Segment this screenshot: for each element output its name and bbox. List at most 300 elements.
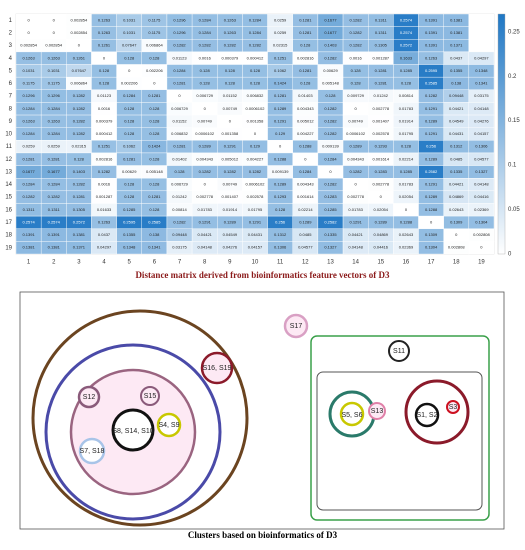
heatmap-cell-label: 0.1309 [450,219,463,225]
heatmap-cell-label: 0.001614 [296,194,314,200]
heatmap-cell-label: 0.01402 [172,156,187,162]
heatmap-cell-label: 0.1306 [274,244,287,250]
heatmap-cell-label: 0.2572 [72,219,86,225]
heatmap-cell-label: 0.1263 [97,219,111,225]
heatmap-cell-label: 0.000412 [95,131,113,137]
heatmap-col-tick: 6 [152,259,157,266]
heatmap-cell-label: 0.005012 [221,156,239,162]
heatmap-cell-label: 0.256 [275,219,286,225]
heatmap-cell-label: 0.002808 [473,232,490,238]
heatmap-row-tick: 13 [5,169,12,176]
heatmap-cell-label: 0.002854 [20,42,37,48]
heatmap-cell-label: 0 [228,118,231,124]
heatmap-cell-label: 0.006729 [196,93,214,99]
heatmap-cell-label: 0.0437 [97,232,111,238]
heatmap-cell-label: 0.000379 [95,118,113,124]
heatmap-cell-label: 0.1284 [123,93,136,99]
cluster-s4-s9-label: S4, S9 [158,421,180,429]
heatmap-cell-label: 0.04276 [474,118,489,124]
heatmap-cell-label: 0.0259 [22,143,35,149]
heatmap-row-tick: 18 [5,232,12,239]
heatmap-cell-label: 0.1285 [123,206,136,212]
heatmap-cell-label: 0.1031 [123,17,136,23]
heatmap-col-tick: 8 [203,259,207,266]
heatmap-cell-label: 0.1348 [123,244,136,250]
heatmap-cell-label: 0.04148 [197,244,212,250]
heatmap-cell-label: 0.1282 [72,105,86,111]
heatmap-cell-label: 0.004227 [246,156,264,162]
heatmap-cell-label: 0.1263 [47,118,60,124]
heatmap-cell-label: 0.128 [99,80,110,86]
heatmap-cell-label: 0.1291 [424,131,438,137]
heatmap-cell-label: 0.1403 [72,168,86,174]
heatmap-cell-label: 0.2572 [399,42,413,48]
heatmap-cell-label: 0.02315 [272,42,288,48]
heatmap-cell-label: 0.1381 [22,244,35,250]
heatmap-cell-label: 0 [404,206,408,212]
colorbar-tick: 0.15 [508,118,520,125]
heatmap-cell-label: 0.1283 [324,194,337,200]
heatmap-cell-label: 0.1281 [148,194,161,200]
heatmap-cell-label: 0.04431 [247,232,263,238]
heatmap-cell-label: 0.1281 [123,156,136,162]
heatmap-cell-label: 0.0259 [274,17,287,23]
heatmap-cell-label: 0.00749 [197,118,212,124]
heatmap-cell-label: 0.1285 [399,67,413,73]
heatmap-cell-label: 0.128 [400,143,411,149]
heatmap-cell-label: 0.1284 [248,30,262,36]
heatmap-cell-label: 0.005148 [322,80,339,86]
heatmap-col-tick: 16 [402,259,410,266]
heatmap-cell-label: 0.1381 [72,232,86,238]
cluster-s12-label: S12 [82,393,96,401]
cluster-s8-s14-s10-label: S8, S14, S10 [112,427,154,435]
heatmap-cell-label: 0 [480,244,483,250]
heatmap-cell-label: 0.128 [174,168,185,174]
heatmap-cell-label: 0.01783 [197,206,212,212]
cluster-s3-label: S3 [448,403,458,411]
heatmap-cell-label: 0.1289 [349,143,362,149]
heatmap-cell-label: 0.128 [99,67,110,73]
heatmap-cell-label: 0.128 [149,55,160,61]
heatmap-cell-label: 0.01783 [398,181,414,187]
heatmap-row-tick: 16 [5,207,12,214]
heatmap-cell-label: 0.01242 [172,194,187,200]
heatmap-col-tick: 9 [228,259,232,266]
heatmap-cell-label: 0.1391 [22,232,35,238]
heatmap-cell-label: 0 [329,168,332,174]
heatmap-cell-label: 0.001287 [95,194,113,200]
heatmap-row-tick: 15 [5,194,12,201]
heatmap-cell-label: 0.1305 [72,206,86,212]
heatmap-cell-label: 0.01403 [298,93,313,99]
heatmap-cell-label: 0.1327 [324,244,337,250]
heatmap-cell-label: 0.04869 [449,194,464,200]
heatmap-cell-label: 0 [455,232,458,238]
heatmap-cell-label: 0.1289 [424,194,438,200]
heatmap-row-tick: 19 [5,245,12,252]
heatmap-row-tick: 14 [5,182,12,189]
heatmap-cell-label: 0 [153,80,156,86]
heatmap-cell-label: 0.128 [149,181,160,187]
heatmap-cell-label: 0.1251 [274,55,287,61]
heatmap-row-tick: 5 [8,68,12,75]
heatmap-cell-label: 0.01152 [172,118,187,124]
heatmap-cell-label: 0.2585 [424,80,438,86]
heatmap-cell-label: 0.04276 [222,244,238,250]
heatmap-cell-label: 0.1282 [324,118,337,124]
heatmap-cell-label: 0.04157 [247,244,263,250]
heatmap-cell-label: 0.02214 [298,206,313,212]
heatmap-cell-label: 0.1304 [424,244,438,250]
heatmap-cell-label: 0.1284 [198,17,211,23]
heatmap-cell-label: 0.01795 [247,206,263,212]
cluster-s7-s18-label: S7, S18 [79,447,105,455]
heatmap-cell-label: 0.1291 [349,219,362,225]
heatmap-cell-label: 0.1284 [47,105,60,111]
heatmap-cell-label: 0.02054 [398,194,414,200]
heatmap-cell-label: 0.002854 [70,17,88,23]
heatmap-cell-label: 0.1306 [475,143,488,149]
heatmap-cell-label: 0.001407 [221,194,239,200]
heatmap-cell-label: 0.1263 [97,17,111,23]
heatmap-cell-label: 0.128 [149,118,160,124]
heatmap-cell-label: 0.004343 [347,156,364,162]
heatmap-cell-label: 0.128 [199,80,210,86]
heatmap-cell-label: 0.1296 [47,93,60,99]
heatmap-cell-label: 0.1281 [374,67,387,73]
heatmap-cell-label: 0.1371 [450,42,463,48]
heatmap-cell-label: 0.128 [149,131,160,137]
heatmap-cell-label: 0.1291 [223,143,236,149]
heatmap-cell-label: 0.1282 [324,55,337,61]
heatmap-cell-label: 0.2595 [123,219,136,225]
heatmap-cell-label: 0.00629 [323,67,338,73]
heatmap-cell-label: 0.129 [249,143,261,149]
heatmap-cell-label: 0.1311 [22,206,35,212]
heatmap-row-tick: 3 [8,43,12,50]
heatmap-cell-label: 0.138 [149,232,160,238]
heatmap-cell-label: 0.04421 [197,232,212,238]
heatmap-cell-label: 0.128 [224,80,235,86]
heatmap-cell-label: 0.1281 [47,156,60,162]
heatmap-cell-label: 0.01633 [96,206,112,212]
heatmap-cell-label: 0.1281 [72,194,86,200]
heatmap-cell-label: 0.04416 [373,244,389,250]
heatmap-cell-label: 0 [77,42,81,48]
heatmap-cell-label: 0 [102,55,106,61]
heatmap-cell-label: 0.1261 [97,42,111,48]
cluster-s5-s6-label: S5, S6 [341,411,363,419]
heatmap-cell-label: 0.1062 [274,67,287,73]
heatmap-cell-label: 0.01914 [222,206,238,212]
heatmap-cell-label: 0.1348 [475,67,488,73]
heatmap-cell-label: 0.128 [275,206,286,212]
heatmap-row-tick: 2 [8,30,12,37]
heatmap-cell-label: 0.2595 [424,67,438,73]
heatmap-cell-label: 0.128 [124,105,135,111]
heatmap-cell-label: 0.1281 [173,80,186,86]
heatmap-cell-label: 0 [203,105,206,111]
heatmap-cell-label: 0.04549 [222,232,238,238]
heatmap-cell-label: 0.1175 [148,17,161,23]
heatmap-cell-label: 0.1282 [349,30,362,36]
heatmap-cell-label: 0.1282 [349,168,362,174]
heatmap-cell-label: 0.128 [124,118,135,124]
heatmap-cell-label: 0 [304,156,307,162]
heatmap-cell-label: 0.2574 [399,17,413,23]
heatmap-cell-label: 0.1677 [324,17,337,23]
heatmap-cell-label: 0.1284 [22,181,35,187]
heatmap-cell-label: 0.02369 [474,206,489,212]
heatmap-cell-label: 0.1312 [274,232,287,238]
heatmap-cell-label: 0.1341 [148,244,161,250]
heatmap-cell-label: 0.1288 [399,219,413,225]
heatmap-cell-label: 0.01795 [398,131,414,137]
heatmap-cell-label: 0.1282 [47,194,60,200]
cluster-s15-label: S15 [143,392,157,400]
heatmap-cell-label: 0.0485 [299,232,312,238]
heatmap-cell-label: 0.002206 [120,80,138,86]
heatmap-row-tick: 11 [5,144,12,151]
heatmap-cell-label: 0.01242 [373,93,389,99]
heatmap-cell-label: 0.04431 [449,131,464,137]
heatmap-cell-label: 0.1381 [450,30,463,36]
cluster-s17-label: S17 [289,322,303,330]
heatmap-cell-label: 0.1283 [374,168,387,174]
heatmap-cell-label: 0.006864 [70,80,88,86]
heatmap-cell-label: 0.1312 [450,143,463,149]
heatmap-cell-label: 0.00814 [172,206,187,212]
heatmap-cell-label: 0.1311 [47,206,60,212]
heatmap-cell-label: 0.002854 [45,42,63,48]
heatmap-cell-label: 0.001614 [372,156,390,162]
heatmap-cell-label: 0.1031 [47,67,60,73]
heatmap-cell-label: 0.07647 [121,42,137,48]
heatmap-cell-label: 0.004343 [296,105,314,111]
heatmap-cell-label: 0.1282 [324,131,337,137]
heatmap-cell-label: 0.1281 [299,67,312,73]
heatmap-cell-label: 0.09448 [449,93,464,99]
heatmap-cell-label: 0.1282 [72,118,86,124]
heatmap-cell-label: 0.2574 [22,219,35,225]
heatmap-cell-label: 0.1263 [97,30,111,36]
heatmap-col-tick: 18 [452,259,460,266]
heatmap-cell-label: 0.04577 [474,156,489,162]
heatmap-cell-label: 0 [379,194,382,200]
heatmap-col-tick: 15 [377,259,385,266]
colorbar-tick: 0 [508,251,512,258]
heatmap-cell-label: 0.01783 [398,105,414,111]
colorbar-tick: 0.2 [508,73,517,80]
heatmap-cell-label: 0.1282 [72,131,86,137]
heatmap-cell-label: 0.0006102 [245,105,265,111]
cluster-s16-s19-label: S16, S19 [202,364,232,372]
heatmap-cell-label: 0.04157 [474,131,489,137]
colorbar-tick: 0.1 [508,162,517,169]
heatmap-cell-label: 0.1355 [123,232,136,238]
heatmap-cell-label: 0.1633 [399,55,413,61]
heatmap-cell-label: 0.256 [426,143,437,149]
heatmap-cell-label: 0.1251 [97,143,111,149]
colorbar-tick: 0.05 [508,207,520,214]
heatmap-cell-label: 0.1288 [424,206,438,212]
heatmap-cell-label: 0.009729 [347,93,364,99]
heatmap-cell-label: 0.04421 [449,105,464,111]
cluster-s13-label: S13 [370,407,384,415]
heatmap-cell-label: 0.002778 [347,194,364,200]
heatmap-cell-label: 0.00749 [222,105,238,111]
heatmap-col-tick: 17 [427,259,435,266]
heatmap-cell-label: 0.128 [224,67,235,73]
heatmap-cell-label: 0.005012 [296,118,314,124]
heatmap-cell-label: 0.1263 [22,55,35,61]
heatmap-cell-label: 0 [253,131,257,137]
heatmap-cell-label: 0.00749 [348,118,363,124]
heatmap-cell-label: 0.001358 [221,131,239,137]
heatmap-col-tick: 2 [52,259,56,266]
heatmap-cell-label: 0.1677 [47,168,60,174]
heatmap-cell-label: 0.005148 [146,168,163,174]
heatmap-cell-label: 0 [52,30,55,36]
heatmap-cell-label: 0.1293 [274,194,287,200]
heatmap-cell-label: 0.1282 [72,93,86,99]
heatmap-cell-label: 0.1263 [424,55,438,61]
heatmap-cell-label: 0 [27,17,30,23]
heatmap-cell-label: 0.00749 [222,181,238,187]
heatmap-cell-label: 0.01152 [222,93,237,99]
heatmap-cell-label: 0.128 [124,131,135,137]
heatmap-cell-label: 0.0485 [450,156,463,162]
heatmap-cell-label: 0.000412 [246,55,264,61]
heatmap-col-tick: 5 [127,259,131,266]
heatmap-cell-label: 0.01914 [398,118,414,124]
heatmap-cell-label: 0.002578 [246,194,264,200]
heatmap-cell-label: 0.1391 [424,17,438,23]
heatmap-cell-label: 0.1281 [173,143,186,149]
heatmap-col-tick: 7 [177,259,182,266]
heatmap-cell-label: 0 [128,67,131,73]
heatmap-cell-label: 0.1031 [123,30,136,36]
heatmap-cell-label: 0.0006102 [346,131,366,137]
heatmap-cell-label: 0.001287 [372,55,390,61]
heatmap-cell-label: 0.1263 [223,30,236,36]
heatmap-cell-label: 0.09448 [172,232,187,238]
heatmap-caption: Distance matrix derived from bioinformatics feature vectors of D3 [135,270,390,280]
heatmap-cell-label: 0.1391 [424,42,438,48]
heatmap-cell-label: 0.128 [249,67,261,73]
heatmap-cell-label: 0 [27,30,30,36]
heatmap-cell-label: 0.1381 [47,244,60,250]
heatmap-cell-label: 0.000379 [221,55,239,61]
heatmap-cell-label: 0.128 [124,55,135,61]
heatmap-cell-label: 0.128 [400,80,411,86]
heatmap-cell-label: 0.006864 [146,42,163,48]
heatmap-cell-label: 0.1288 [299,143,312,149]
heatmap-cell [469,14,494,27]
heatmap-cell-label: 0.0016 [198,55,211,61]
heatmap-cell-label: 0 [52,17,55,23]
heatmap-cell-label: 0.2585 [148,219,161,225]
heatmap-cell-label: 0.02214 [398,156,414,162]
heatmap-cell-label: 0.1282 [97,168,111,174]
heatmap-cell [469,27,494,40]
heatmap-cell-label: 0.1311 [374,17,387,23]
heatmap-cell-label: 0.002816 [95,156,113,162]
heatmap-cell-label: 0 [203,181,206,187]
heatmap-cell-label: 0.1281 [148,93,161,99]
heatmap-cell-label: 0.006832 [246,93,264,99]
heatmap-cell-label: 0.1289 [274,181,287,187]
heatmap-cell-label: 0.006729 [171,105,188,111]
heatmap-cell-label: 0.02643 [449,206,464,212]
heatmap-cell-label: 0.01783 [348,206,363,212]
heatmap-cell-label: 0.128 [199,67,210,73]
heatmap-cell-label: 0.1289 [424,118,438,124]
heatmap-cell-label: 0.129 [275,131,286,137]
heatmap-cell-label: 0.1289 [374,219,387,225]
heatmap-row-tick: 6 [8,81,12,88]
heatmap-cell-label: 0.002816 [296,55,314,61]
heatmap-cell-label: 0.002778 [196,194,214,200]
heatmap-cell-label: 0.1291 [198,219,211,225]
heatmap-cell-label: 0.1282 [72,181,86,187]
heatmap-cell-label: 0.1282 [324,181,337,187]
heatmap-cell-label: 0.00629 [121,168,137,174]
heatmap-cell-label: 0.1296 [173,17,186,23]
heatmap-row-tick: 12 [5,156,12,163]
heatmap-cell-label: 0.1284 [47,181,60,187]
heatmap-cell-label: 0.1282 [248,42,262,48]
heatmap-row-tick: 8 [8,106,12,113]
heatmap-cell-label: 0.07647 [71,67,87,73]
heatmap-cell-label: 0.0006102 [195,131,215,137]
heatmap-cell-label: 0.0259 [47,143,60,149]
heatmap-cell-label: 0.1282 [324,105,337,111]
heatmap-cell-label: 0.2582 [424,168,438,174]
heatmap-cell-label: 0.2582 [324,219,337,225]
heatmap-cell-label: 0.04421 [348,232,363,238]
heatmap-cell-label: 0.128 [300,42,311,48]
heatmap-cell-label: 0.1282 [173,42,186,48]
heatmap-cell-label: 0.1403 [324,42,337,48]
heatmap-cell-label: 0.1285 [324,206,337,212]
heatmap-cell-label: 0 [354,105,357,111]
heatmap-cell [469,39,494,52]
cluster-panel [0,290,525,550]
heatmap-cell-label: 0.2574 [47,219,60,225]
heatmap-cell-label: 0.1284 [299,168,312,174]
heatmap-cell-label: 0.009139 [322,143,339,149]
heatmap-cell-label: 0.1284 [22,131,35,137]
heatmap-cell-label: 0.1282 [22,194,35,200]
heatmap-col-tick: 1 [26,259,31,266]
heatmap-cell-label: 0.0006102 [245,181,265,187]
heatmap-cell-label: 0.1031 [22,67,35,73]
heatmap-cell-label: 0.04577 [298,244,313,250]
heatmap-cell-label: 0.1282 [349,17,362,23]
heatmap-cell-label: 0.004227 [296,131,314,137]
heatmap-row-tick: 1 [8,17,12,24]
heatmap-cell-label: 0.1305 [374,42,387,48]
heatmap-cell-label: 0.02054 [373,206,389,212]
heatmap-row-tick: 4 [8,55,12,62]
heatmap-cell-label: 0.1281 [274,93,287,99]
heatmap-cell-label: 0.03175 [172,244,187,250]
heatmap-cell-label: 0.03175 [474,93,489,99]
heatmap-cell-label: 0.1284 [173,67,186,73]
heatmap-cell-label: 0.2574 [399,30,413,36]
